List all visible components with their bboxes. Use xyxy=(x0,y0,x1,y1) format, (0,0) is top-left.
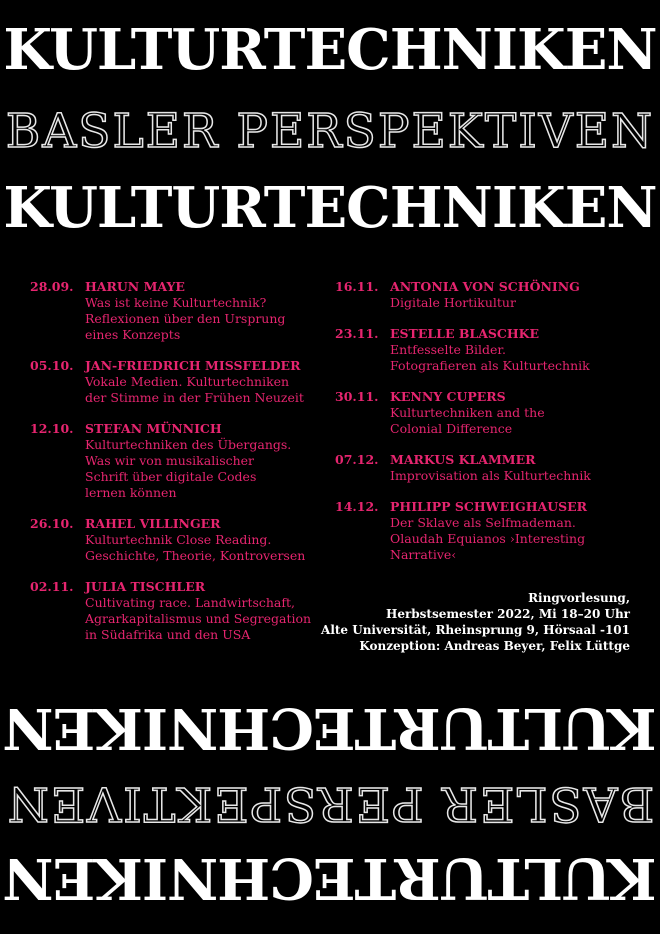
lecture-date: 30.11. xyxy=(335,389,379,404)
lecture-title: Vokale Medien. Kulturtechniken der Stimme in der Frühen Neuzeit xyxy=(85,374,304,405)
lecture-date: 05.10. xyxy=(30,358,74,373)
schedule-right-column xyxy=(335,279,635,578)
lecturer-name: ANTONIA VON SCHÖNING xyxy=(390,279,580,294)
lecture-entry xyxy=(30,279,330,343)
lecturer-name: JULIA TISCHLER xyxy=(85,579,206,594)
lecture-entry xyxy=(335,499,635,563)
lecture-entry xyxy=(30,579,330,643)
lecture-title: Digitale Hortikultur xyxy=(390,295,516,310)
lecture-body xyxy=(85,358,330,406)
lecturer-name: JAN-FRIEDRICH MISSFELDER xyxy=(85,358,301,373)
info-line: Konzeption: Andreas Beyer, Felix Lüttge xyxy=(359,639,630,653)
lecture-date: 02.11. xyxy=(30,579,74,594)
lecture-date: 16.11. xyxy=(335,279,379,294)
lecture-entry xyxy=(30,516,330,564)
lecturer-name: MARKUS KLAMMER xyxy=(390,452,536,467)
lecture-title: Cultivating race. Landwirtschaft, Agrarkapitalismus und Segregation in Südafrika und den USA xyxy=(85,595,312,642)
lecturer-name: PHILIPP SCHWEIGHAUSER xyxy=(390,499,588,514)
lecture-date: 23.11. xyxy=(335,326,379,341)
lecture-body xyxy=(390,452,635,484)
lecture-date: 07.12. xyxy=(335,452,379,467)
banner-subtitle-top: BASLER PERSPEKTIVEN xyxy=(5,104,655,159)
banner-title-bottom-mirrored-2: KULTURTECHNIKEN xyxy=(3,845,657,911)
lecture-date: 14.12. xyxy=(335,499,379,514)
info-line: Herbstsemester 2022, Mi 18–20 Uhr xyxy=(385,607,630,621)
info-line: Ringvorlesung, xyxy=(528,591,630,605)
banner-title-top: KULTURTECHNIKEN xyxy=(3,17,657,83)
lecture-body xyxy=(390,279,635,311)
lecture-entry xyxy=(335,452,635,484)
lecture-body xyxy=(390,389,635,437)
lecture-body xyxy=(85,516,330,564)
lecture-title: Was ist keine Kulturtechnik? Reflexionen über den Ursprung eines Konzepts xyxy=(85,295,286,342)
event-info xyxy=(321,590,630,654)
banner-title-top-2: KULTURTECHNIKEN xyxy=(3,175,657,241)
info-line: Alte Universität, Rheinsprung 9, Hörsaal -101 xyxy=(321,623,630,637)
lecture-date: 12.10. xyxy=(30,421,74,436)
lecture-title: Improvisation als Kulturtechnik xyxy=(390,468,591,483)
lecture-body xyxy=(390,326,635,374)
lecture-body xyxy=(390,499,635,563)
lecture-title: Kulturtechniken des Übergangs. Was wir von musikalischer Schrift über digitale Codes lernen können xyxy=(85,437,292,500)
lecture-entry xyxy=(30,421,330,501)
lecturer-name: ESTELLE BLASCHKE xyxy=(390,326,540,341)
lecture-entry xyxy=(335,326,635,374)
lecture-date: 28.09. xyxy=(30,279,74,294)
lecture-title: Entfesselte Bilder. Fotografieren als Kulturtechnik xyxy=(390,342,590,373)
lecture-entry xyxy=(335,279,635,311)
lecture-date: 26.10. xyxy=(30,516,74,531)
banner-subtitle-bottom-mirrored: BASLER PERSPEKTIVEN xyxy=(5,776,655,831)
lecture-entry xyxy=(30,358,330,406)
banner-title-bottom-mirrored: KULTURTECHNIKEN xyxy=(3,695,657,761)
lecture-body xyxy=(85,279,330,343)
schedule-left-column xyxy=(30,279,330,658)
lecture-body xyxy=(85,421,330,501)
lecturer-name: RAHEL VILLINGER xyxy=(85,516,221,531)
lecture-body xyxy=(85,579,330,643)
lecture-title: Der Sklave als Selfmademan. Olaudah Equianos ›Interesting Narrative‹ xyxy=(390,515,586,562)
lecture-title: Kulturtechnik Close Reading. Geschichte, Theorie, Kontroversen xyxy=(85,532,306,563)
lecturer-name: STEFAN MÜNNICH xyxy=(85,421,222,436)
lecturer-name: KENNY CUPERS xyxy=(390,389,506,404)
lecture-title: Kulturtechniken and the Colonial Difference xyxy=(390,405,545,436)
lecture-entry xyxy=(335,389,635,437)
lecturer-name: HARUN MAYE xyxy=(85,279,185,294)
